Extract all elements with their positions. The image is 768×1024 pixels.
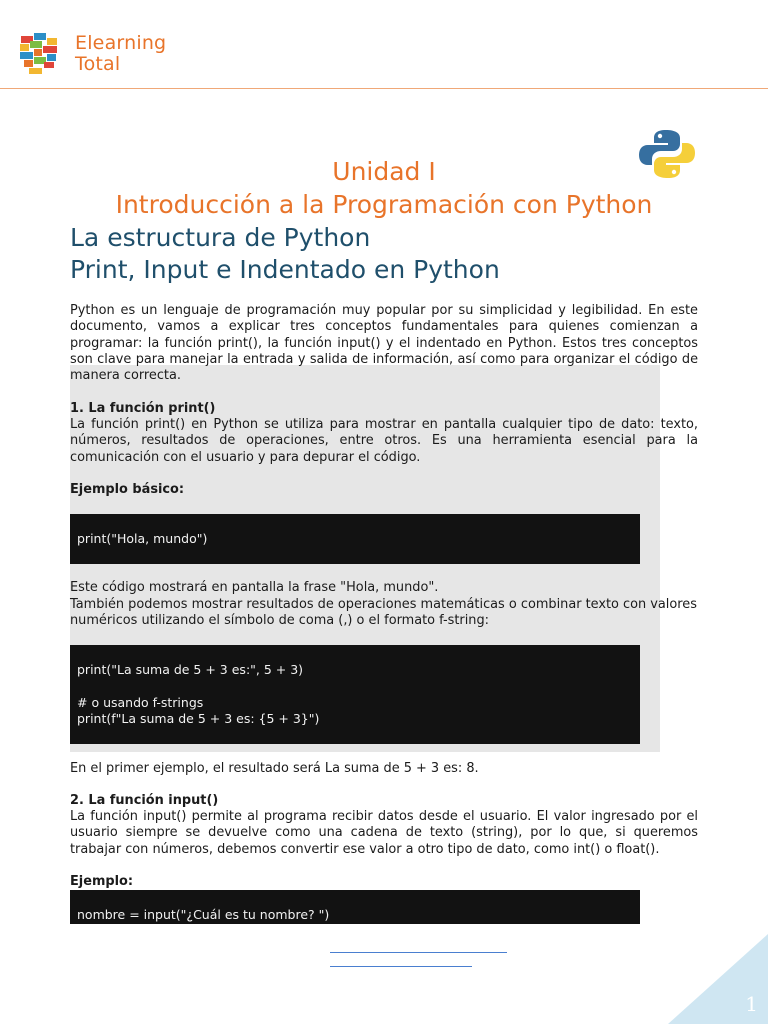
code-line: nombre = input("¿Cuál es tu nombre? ") bbox=[77, 906, 330, 922]
course-title: Introducción a la Programación con Python bbox=[115, 190, 653, 219]
code-block-sum bbox=[70, 645, 640, 744]
code-line bbox=[77, 514, 640, 531]
code-line: print(f"La suma de 5 + 3 es: {5 + 3}") bbox=[77, 711, 320, 726]
section2-title: 2. La función input() bbox=[70, 793, 219, 808]
section2-text: La función input() permite al programa recibir datos desde el usuario. El valor ingresado por el usuario siempre se devuelve como una cadena de texto (string), por lo que, si queremos trabajar con números, debemos convertir ese valor a otro tipo de dato, como int() o float(). bbox=[70, 809, 698, 857]
section1-title: 1. La función print() bbox=[70, 401, 216, 416]
brand-line2: Total bbox=[75, 53, 121, 75]
code-block-print bbox=[70, 514, 640, 564]
code-line: # o usando f-strings bbox=[77, 694, 204, 710]
intro-paragraph: Python es un lenguaje de programación muy popular por su simplicidad y legibilidad. En este documento, vamos a explicar tres conceptos fundamentales para quienes comienzan a programar: la función print(), la función input() y el indentado en Python. Estos tres conceptos son clave para manejar la entrada y salida de información, así como para organizar el código de manera correcta. bbox=[70, 303, 698, 384]
code-line bbox=[77, 890, 640, 907]
heading-structure: La estructura de Python bbox=[70, 223, 371, 252]
brand-line1: Elearning bbox=[75, 32, 167, 54]
brand-name bbox=[75, 33, 166, 75]
footer-link-underline[interactable] bbox=[330, 966, 472, 967]
code-line bbox=[77, 645, 640, 662]
page-number: 1 bbox=[745, 992, 758, 1016]
after-code1-line1: Este código mostrará en pantalla la frase "Hola, mundo". bbox=[70, 580, 439, 595]
result-text: En el primer ejemplo, el resultado será La suma de 5 + 3 es: 8. bbox=[70, 761, 479, 776]
example-label: Ejemplo: bbox=[70, 874, 134, 889]
heading-topics: Print, Input e Indentado en Python bbox=[70, 255, 500, 284]
code-block-input bbox=[70, 890, 640, 924]
header-divider bbox=[0, 88, 768, 89]
brand-logo-icon bbox=[18, 30, 60, 76]
example-basic-label: Ejemplo básico: bbox=[70, 482, 185, 497]
after-code1-line2: También podemos mostrar resultados de operaciones matemáticas o combinar texto con valores numéricos utilizando el símbolo de coma (,) o el formato f-string: bbox=[70, 597, 697, 629]
footer-link-underline[interactable] bbox=[330, 952, 507, 953]
unit-title: Unidad I bbox=[332, 157, 436, 186]
code-line: print("La suma de 5 + 3 es:", 5 + 3) bbox=[77, 661, 304, 677]
code-line bbox=[77, 678, 640, 695]
section1-text: La función print() en Python se utiliza para mostrar en pantalla cualquier tipo de dato: texto, números, resultados de operaciones, entre otros. Es una herramienta esencial para la comunicación con el usuario y para depurar el código. bbox=[70, 417, 698, 465]
code-line: print("Hola, mundo") bbox=[77, 530, 208, 546]
